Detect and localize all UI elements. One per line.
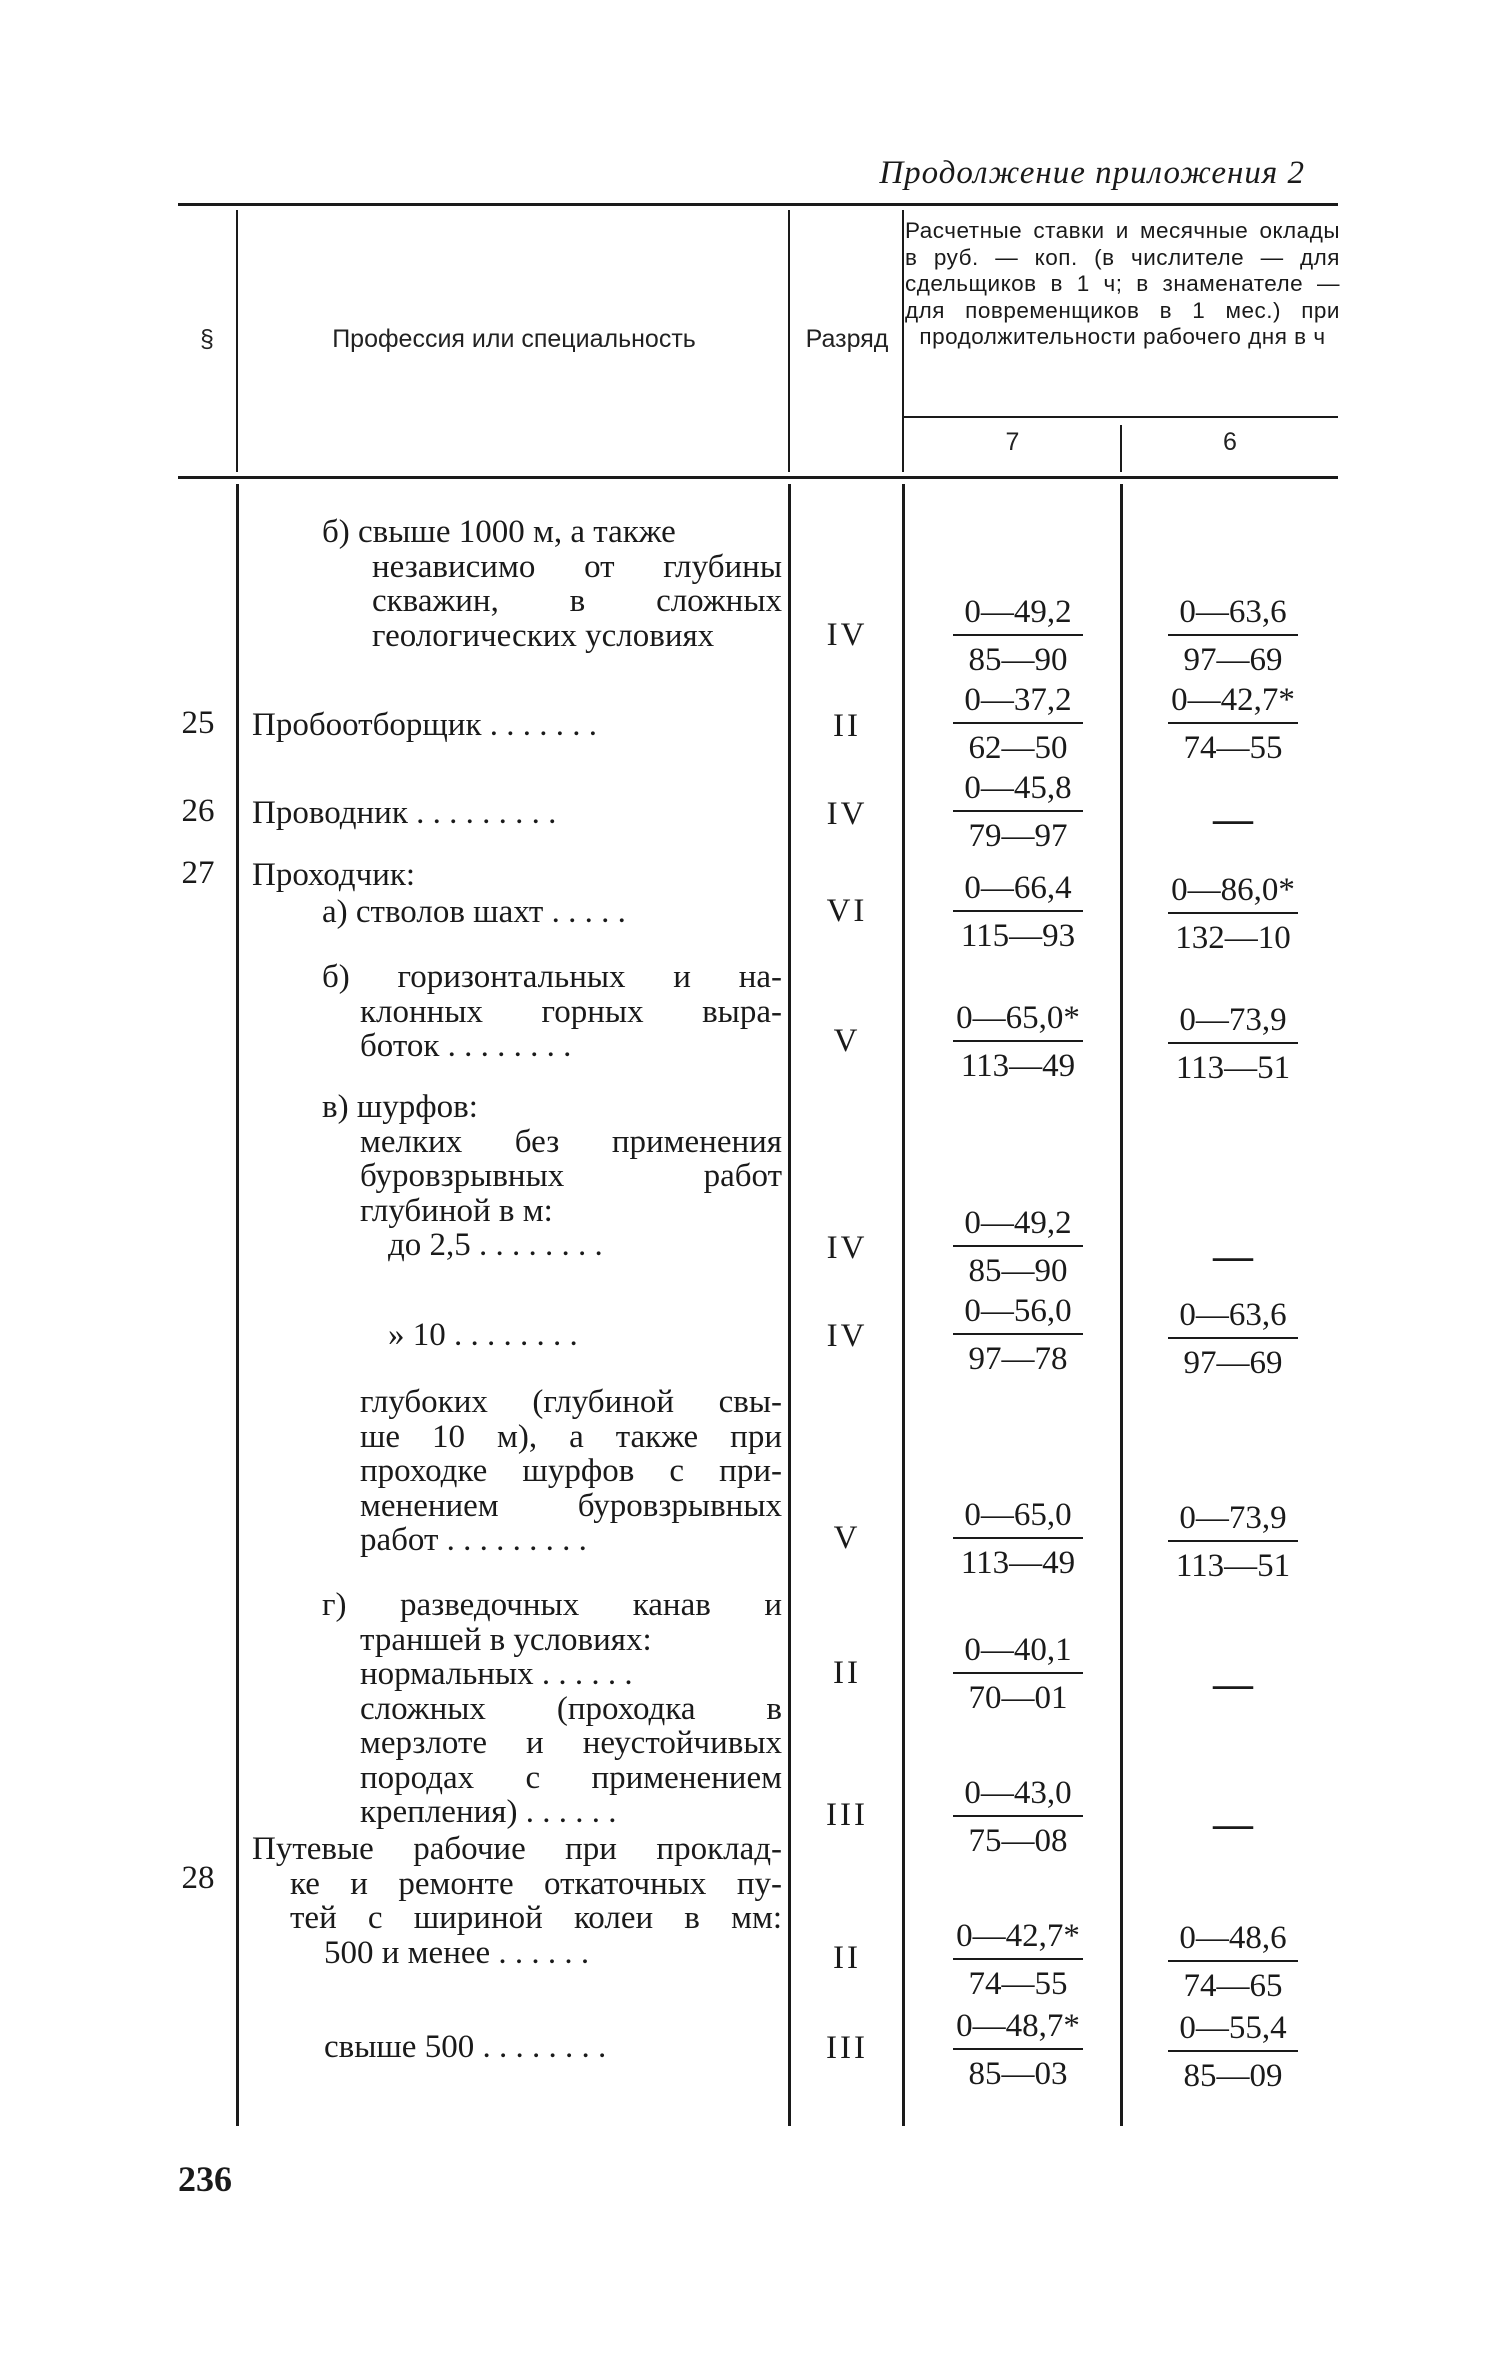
row-line: Проходчик: [252,857,416,893]
row-number: 26 [181,793,215,829]
row-grade: IV [826,796,868,832]
fraction-bar [1168,634,1298,636]
fraction-bar [1168,1337,1298,1339]
rate-6h [1133,1002,1333,1086]
rate-6h [1133,1297,1333,1381]
page-number: 236 [178,2159,232,2199]
fraction-bar [953,910,1083,912]
row-grade: IV [826,1230,868,1266]
row-line: породах с применением [360,1759,782,1796]
header-rates-note: Расчетные ставки и месячные оклады в руб. — коп. (в числителе — для сдельщиков в 1 ч; в знаменателе — для повременщиков в 1 мес.) при продолжительности рабочего дня в ч [905,218,1340,349]
col-divider-profession [788,210,790,472]
rate-7h [918,1775,1118,1859]
rate-denominator: 74—55 [1183,730,1283,766]
rate-6h-empty: — [1213,1233,1253,1278]
row-line: Путевые рабочие при проклад- [252,1831,782,1867]
row-line: геологических условиях [372,617,715,654]
rate-denominator: 70—01 [968,1680,1068,1716]
rate-denominator: 79—97 [968,818,1068,854]
table-row-text [322,960,782,1064]
row-grade: II [833,1655,861,1691]
fraction-bar [953,1040,1083,1042]
col-divider-profession-body [788,484,791,2126]
row-line: б) горизонтальных и на- [322,959,782,995]
row-grade: III [826,2030,868,2066]
row-number: 25 [181,705,215,741]
fraction-bar [1168,912,1298,914]
fraction-bar [953,634,1083,636]
fraction-bar [953,810,1083,812]
col-divider-section [236,210,238,472]
rate-denominator: 132—10 [1175,920,1291,956]
row-line: работ . . . . . . . . . [360,1522,587,1558]
row-line: клонных горных выра- [360,993,782,1030]
rate-numerator: 0—65,0 [964,1497,1072,1533]
rate-numerator: 0—63,6 [1179,594,1287,630]
rate-numerator: 0—73,9 [1179,1500,1287,1536]
col-divider-section-body [236,484,239,2126]
row-line: боток . . . . . . . . [360,1028,572,1064]
rate-denominator: 115—93 [960,918,1076,954]
col-divider-grade-body [902,484,905,2126]
rate-denominator: 75—08 [968,1823,1068,1859]
row-number: 28 [181,1860,215,1896]
rate-denominator: 113—51 [1175,1050,1291,1086]
rate-6h [1133,682,1333,766]
rate-denominator: 97—69 [1183,642,1283,678]
rate-numerator: 0—40,1 [964,1632,1072,1668]
rate-6h [1133,2010,1333,2094]
rate-6h [1133,594,1333,678]
rate-numerator: 0—65,0* [956,1000,1080,1036]
fraction-bar [1168,1540,1298,1542]
col-divider-hours-body [1120,484,1123,2126]
rate-6h-empty: — [1213,796,1253,841]
fraction-bar [953,1958,1083,1960]
header-profession: Профессия или специальность [332,325,696,353]
table-row-text [322,515,782,653]
row-line: траншей в условиях: [360,1621,652,1658]
rate-denominator: 85—09 [1183,2058,1283,2094]
fraction-bar [953,1672,1083,1674]
fraction-bar [953,1245,1083,1247]
row-line: сложных (проходка в [360,1690,782,1727]
row-line: крепления) . . . . . . [360,1794,617,1830]
rate-7h [918,2008,1118,2092]
row-grade: V [833,1520,861,1556]
rate-denominator: 62—50 [968,730,1068,766]
row-line: мелких без применения [360,1123,782,1160]
rate-numerator: 0—86,0* [1171,872,1295,908]
rate-denominator: 85—90 [968,1253,1068,1289]
rate-numerator: 0—42,7* [956,1918,1080,1954]
rate-6h-empty: — [1213,1661,1253,1706]
rate-7h [918,770,1118,854]
table-row-text [322,1090,782,1263]
row-line: Проводник . . . . . . . . . [252,795,557,831]
rate-7h [918,682,1118,766]
header-bottom-rule [178,476,1338,479]
rate-numerator: 0—56,0 [964,1293,1072,1329]
row-line: скважин, в сложных [372,583,782,619]
rate-6h [1133,872,1333,956]
fraction-bar [953,1537,1083,1539]
rate-denominator: 97—78 [968,1341,1068,1377]
rate-7h [918,1632,1118,1716]
row-line: до 2,5 . . . . . . . . [388,1227,603,1263]
rate-6h [1133,1500,1333,1584]
row-line: тей с шириной колеи в мм: [290,1900,782,1936]
fraction-bar [953,1333,1083,1335]
rate-numerator: 0—55,4 [1179,2010,1287,2046]
fraction-bar [1168,1960,1298,1962]
rate-7h [918,594,1118,678]
rate-6h [1133,1920,1333,2004]
rate-denominator: 113—51 [1175,1548,1291,1584]
row-grade: II [833,1940,861,1976]
rate-numerator: 0—48,7* [956,2008,1080,2044]
rate-numerator: 0—45,8 [964,770,1072,806]
rates-subheader-rule [904,416,1338,418]
row-line: нормальных . . . . . . [360,1656,633,1692]
row-grade: V [833,1023,861,1059]
rate-numerator: 0—42,7* [1171,682,1295,718]
rate-7h [918,1000,1118,1084]
rate-6h-empty: — [1213,1801,1253,1846]
header-section: § [200,325,214,353]
row-line: мерзлоте и неустойчивых [360,1725,782,1761]
rate-denominator: 113—49 [960,1048,1076,1084]
row-grade: III [826,1797,868,1833]
fraction-bar [1168,722,1298,724]
rate-numerator: 0—73,9 [1179,1002,1287,1038]
row-grade: II [833,708,861,744]
fraction-bar [1168,1042,1298,1044]
row-line: менением буровзрывных [360,1487,782,1524]
table-top-rule [178,203,1338,206]
rate-7h [918,1205,1118,1289]
rate-numerator: 0—66,4 [964,870,1072,906]
row-grade: VI [826,893,868,929]
table-row-text [360,1385,782,1558]
header-hours-7: 7 [1005,428,1020,456]
rate-numerator: 0—43,0 [964,1775,1072,1811]
row-line: проходке шурфов с при- [360,1453,782,1489]
table-row-text [252,1832,782,1970]
rate-numerator: 0—63,6 [1179,1297,1287,1333]
rate-denominator: 74—55 [968,1966,1068,2002]
rate-denominator: 113—49 [960,1545,1076,1581]
row-line: ке и ремонте откаточных пу- [290,1865,782,1902]
fraction-bar [1168,2050,1298,2052]
fraction-bar [953,2048,1083,2050]
rate-7h [918,1497,1118,1581]
table-row-text [322,1588,782,1830]
row-line: а) стволов шахт . . . . . [322,894,626,930]
row-line: глубиной в м: [360,1192,553,1229]
running-header: Продолжение приложения 2 [879,155,1305,191]
row-line: г) разведочных канав и [322,1587,782,1623]
row-line: » 10 . . . . . . . . [388,1317,578,1353]
row-line: Пробоотборщик . . . . . . . [252,707,598,743]
row-line: в) шурфов: [322,1089,478,1125]
header-hours-6: 6 [1223,428,1237,456]
row-grade: IV [826,617,868,653]
row-line: независимо от глубины [372,548,782,585]
header-grade: Разряд [805,325,889,353]
rate-7h [918,1293,1118,1377]
rate-denominator: 97—69 [1183,1345,1283,1381]
fraction-bar [953,722,1083,724]
rate-denominator: 85—03 [968,2056,1068,2092]
row-number: 27 [181,855,215,891]
rate-denominator: 74—65 [1183,1968,1283,2004]
row-line: 500 и менее . . . . . . [324,1934,590,1971]
fraction-bar [953,1815,1083,1817]
rate-7h [918,870,1118,954]
row-line: ше 10 м), а также при [360,1418,782,1455]
row-line: буровзрывных работ [360,1158,782,1194]
col-divider-grade [902,210,904,472]
row-grade: IV [826,1318,868,1354]
rate-numerator: 0—37,2 [964,682,1072,718]
rate-denominator: 85—90 [968,642,1068,678]
rate-numerator: 0—49,2 [964,1205,1072,1241]
row-line: глубоких (глубиной свы- [360,1384,782,1420]
rate-7h [918,1918,1118,2002]
rate-numerator: 0—48,6 [1179,1920,1287,1956]
row-line: б) свыше 1000 м, а также [322,514,676,550]
rate-numerator: 0—49,2 [964,594,1072,630]
row-line: свыше 500 . . . . . . . . [324,2029,607,2065]
